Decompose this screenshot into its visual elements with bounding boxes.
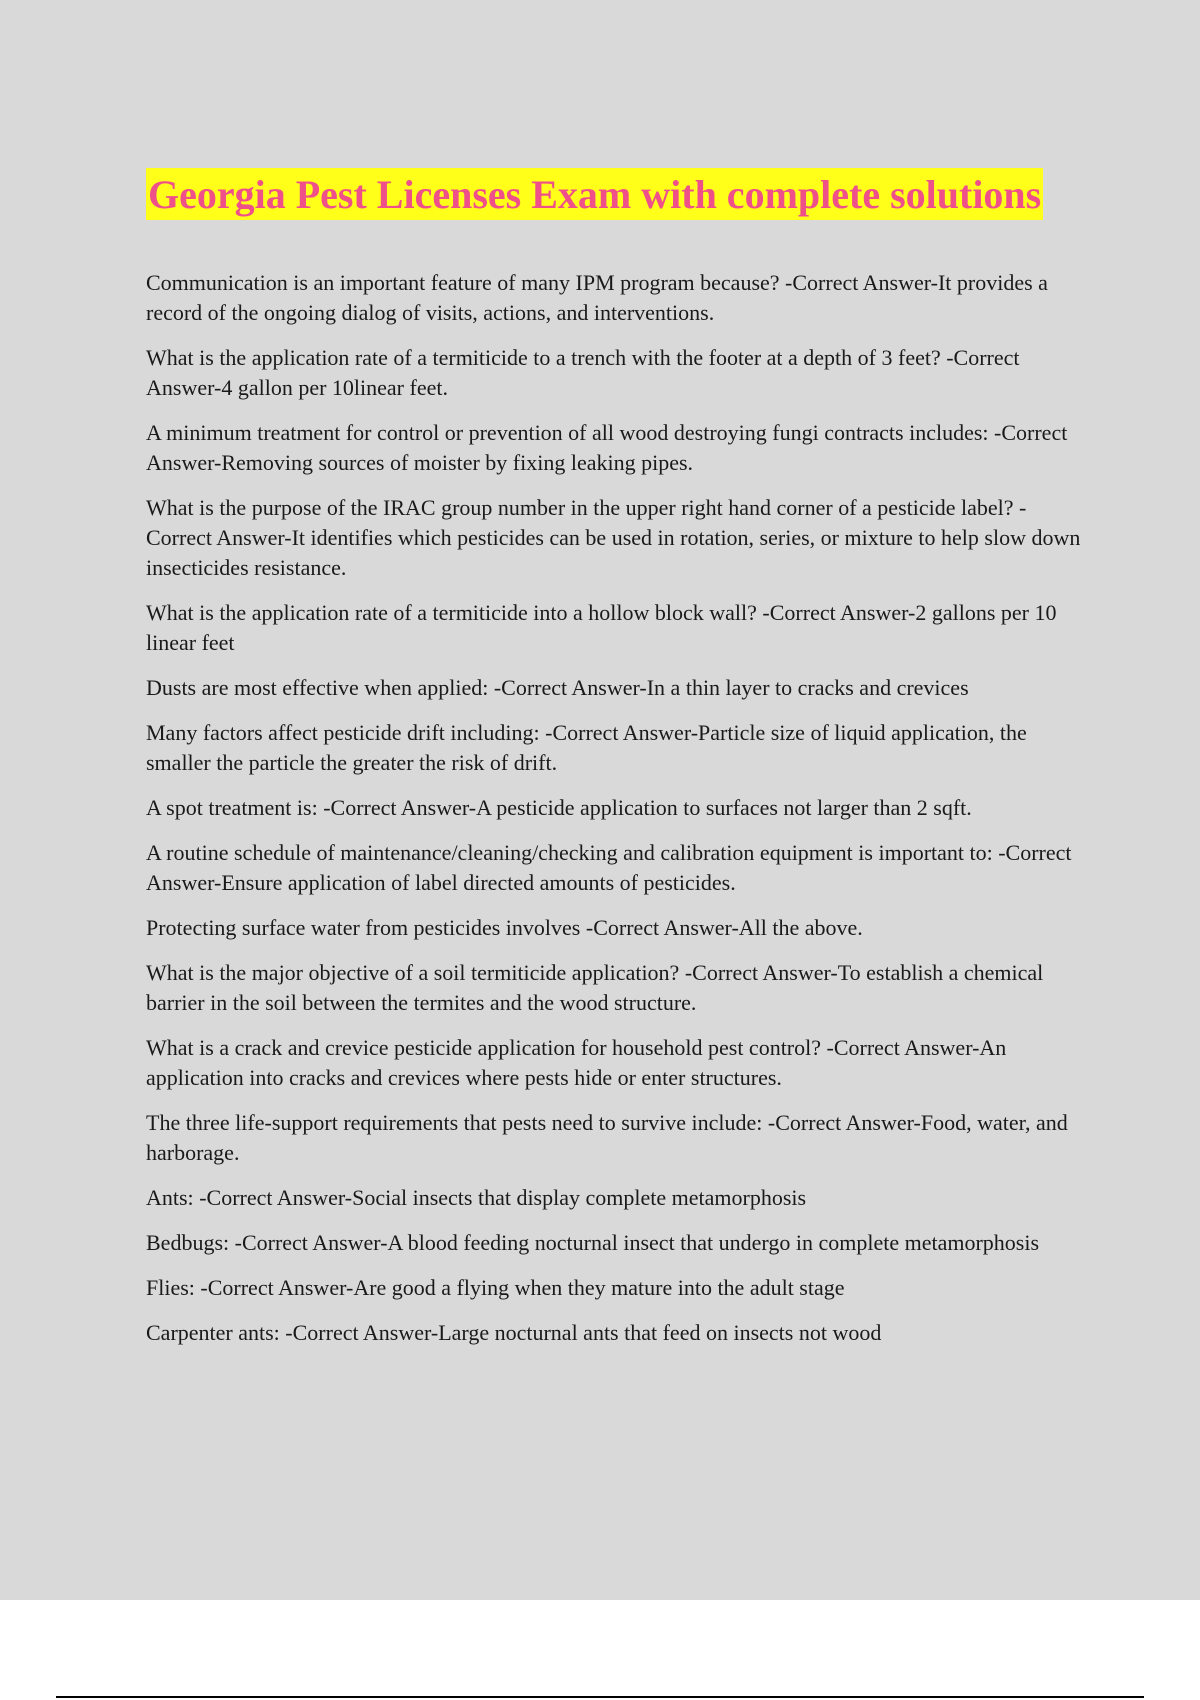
answer-label: -Correct Answer- [684, 960, 838, 985]
qa-item [146, 718, 1088, 778]
question-text: Many factors affect pesticide drift including: [146, 720, 540, 745]
answer-text: 4 gallon per 10linear feet. [221, 375, 448, 400]
answer-text: 2 gallons per 10 linear feet [146, 600, 1057, 655]
answer-text: Are good a flying when they mature into the adult stage [353, 1275, 845, 1300]
qa-item [146, 958, 1088, 1018]
footer-divider [56, 1696, 1144, 1698]
qa-item [146, 1033, 1088, 1093]
question-text: What is the purpose of the IRAC group number in the upper right hand corner of a pesticide label? [146, 495, 1014, 520]
answer-label: -Correct Answer- [493, 675, 647, 700]
qa-item [146, 343, 1088, 403]
answer-text: It provides a record of the ongoing dialog of visits, actions, and interventions. [146, 270, 1048, 325]
answer-text: Food, water, and harborage. [146, 1110, 1068, 1165]
document-title: Georgia Pest Licenses Exam with complete solutions [146, 168, 1043, 220]
answer-text: A blood feeding nocturnal insect that undergo in complete metamorphosis [387, 1230, 1040, 1255]
answer-text: Particle size of liquid application, the smaller the particle the greater the risk of drift. [146, 720, 1027, 775]
qa-item [146, 418, 1088, 478]
answer-text: In a thin layer to cracks and crevices [646, 675, 969, 700]
qa-list [146, 268, 1088, 1348]
answer-text: Ensure application of label directed amounts of pesticides. [221, 870, 736, 895]
question-text: Dusts are most effective when applied: [146, 675, 489, 700]
question-text: What is the application rate of a termiticide to a trench with the footer at a depth of 3 feet? [146, 345, 941, 370]
document-content [146, 168, 1088, 1363]
answer-text: All the above. [738, 915, 863, 940]
question-text: Communication is an important feature of many IPM program because? [146, 270, 780, 295]
answer-label: -Correct Answer- [200, 1275, 354, 1300]
qa-item [146, 1183, 1088, 1213]
question-text: What is the application rate of a termiticide into a hollow block wall? [146, 600, 757, 625]
question-text: Carpenter ants: [146, 1320, 280, 1345]
qa-item [146, 1318, 1088, 1348]
qa-item [146, 493, 1088, 583]
answer-text: To establish a chemical barrier in the soil between the termites and the wood structure. [146, 960, 1044, 1015]
answer-label: -Correct Answer- [767, 1110, 921, 1135]
question-text: Ants: [146, 1185, 194, 1210]
qa-item [146, 793, 1088, 823]
answer-label: -Correct Answer- [323, 795, 477, 820]
answer-label: -Correct Answer- [146, 495, 1027, 550]
qa-item [146, 1273, 1088, 1303]
answer-label: -Correct Answer- [146, 345, 1020, 400]
answer-text: It identifies which pesticides can be used in rotation, series, or mixture to help slow down insecticides resistance. [146, 525, 1081, 580]
answer-label: -Correct Answer- [545, 720, 699, 745]
answer-text: Large nocturnal ants that feed on insects not wood [438, 1320, 882, 1345]
answer-label: -Correct Answer- [826, 1035, 980, 1060]
answer-text: Removing sources of moister by fixing leaking pipes. [221, 450, 694, 475]
answer-text: Social insects that display complete metamorphosis [352, 1185, 807, 1210]
answer-label: -Correct Answer- [199, 1185, 353, 1210]
question-text: A spot treatment is: [146, 795, 318, 820]
question-text: A routine schedule of maintenance/cleaning/checking and calibration equipment is important to: [146, 840, 993, 865]
qa-item [146, 1228, 1088, 1258]
answer-label: -Correct Answer- [585, 915, 739, 940]
question-text: Flies: [146, 1275, 195, 1300]
question-text: The three life-support requirements that pests need to survive include: [146, 1110, 763, 1135]
answer-text: An application into cracks and crevices where pests hide or enter structures. [146, 1035, 1007, 1090]
answer-label: -Correct Answer- [234, 1230, 388, 1255]
qa-item [146, 598, 1088, 658]
answer-label: -Correct Answer- [762, 600, 916, 625]
question-text: What is a crack and crevice pesticide application for household pest control? [146, 1035, 822, 1060]
question-text: Protecting surface water from pesticides involves [146, 915, 581, 940]
question-text: What is the major objective of a soil termiticide application? [146, 960, 680, 985]
answer-label: -Correct Answer- [285, 1320, 439, 1345]
qa-item [146, 268, 1088, 328]
qa-item [146, 673, 1088, 703]
qa-item [146, 838, 1088, 898]
qa-item [146, 913, 1088, 943]
answer-label: -Correct Answer- [785, 270, 938, 295]
answer-label: -Correct Answer- [146, 420, 1068, 475]
answer-text: A pesticide application to surfaces not larger than 2 sqft. [476, 795, 972, 820]
question-text: A minimum treatment for control or prevention of all wood destroying fungi contracts includes: [146, 420, 989, 445]
question-text: Bedbugs: [146, 1230, 230, 1255]
answer-label: -Correct Answer- [146, 840, 1072, 895]
qa-item [146, 1108, 1088, 1168]
